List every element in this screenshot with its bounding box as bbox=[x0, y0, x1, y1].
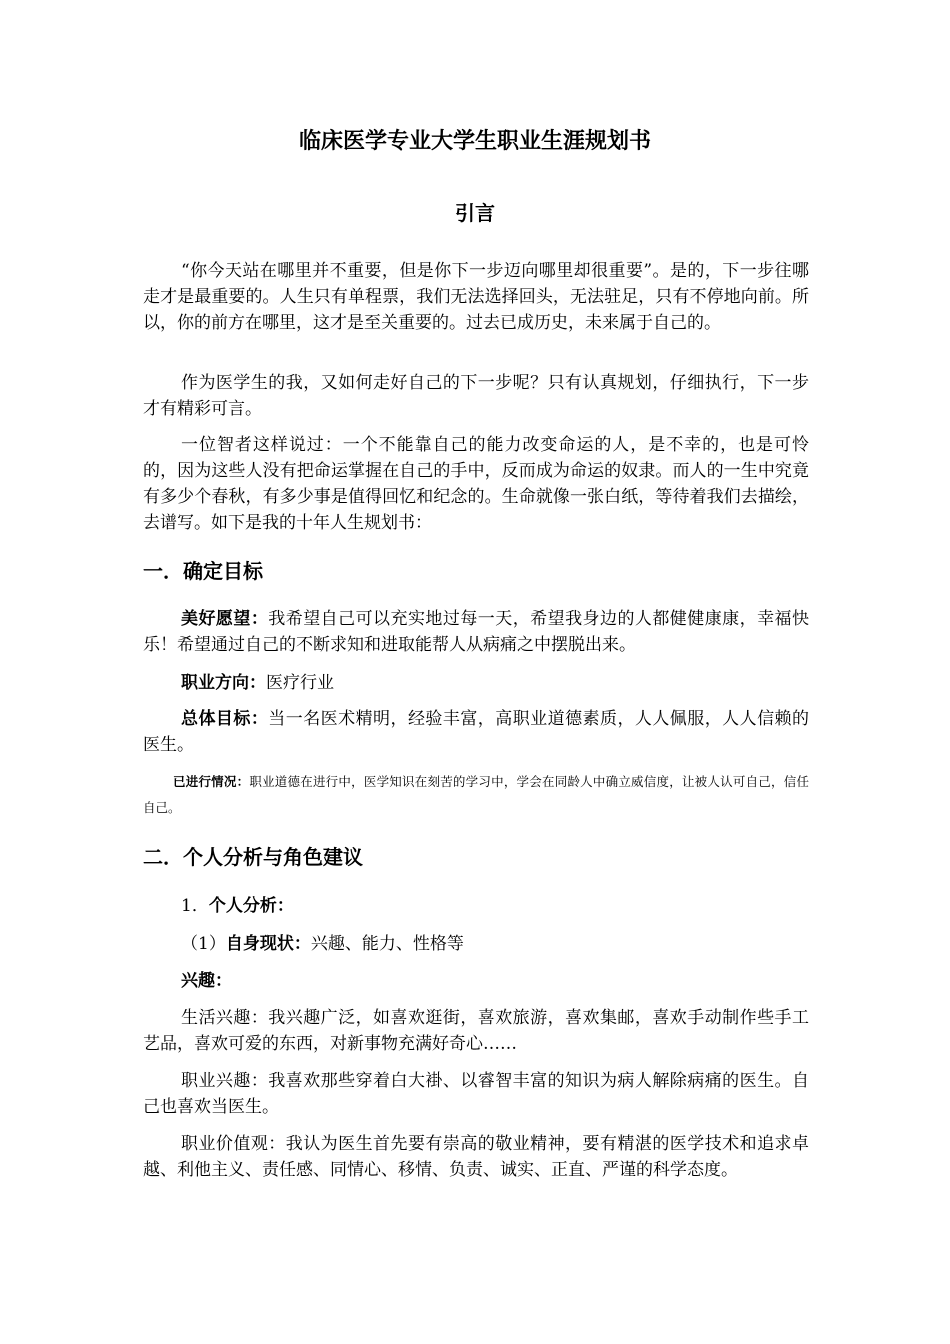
progress-paragraph bbox=[143, 769, 809, 821]
wish-paragraph bbox=[143, 606, 809, 658]
progress-text: 职业道德在进行中，医学知识在刻苦的学习中，学会在同龄人中确立威信度，让被人认可自己，信任自己。 bbox=[143, 774, 809, 815]
current-status-item bbox=[181, 931, 464, 957]
document-title: 临床医学专业大学生职业生涯规划书 bbox=[298, 129, 651, 154]
current-status-text: 兴趣、能力、性格等 bbox=[310, 934, 464, 954]
current-status-label: 自身现状： bbox=[225, 934, 311, 954]
interest-label: 兴趣： bbox=[181, 971, 232, 991]
career-interest-paragraph: 职业兴趣：我喜欢那些穿着白大褂、以睿智丰富的知识为病人解除病痛的医生。自己也喜欢当医生。 bbox=[143, 1071, 809, 1117]
direction-text: 医疗行业 bbox=[266, 673, 334, 693]
goal-text: 当一名医术精明，经验丰富，高职业道德素质，人人佩服，人人信赖的医生。 bbox=[143, 709, 810, 755]
current-status-num: （1） bbox=[181, 934, 226, 954]
direction-paragraph bbox=[143, 670, 809, 696]
direction-label: 职业方向： bbox=[181, 673, 266, 693]
goal-paragraph bbox=[143, 706, 809, 758]
progress-label: 已进行情况： bbox=[173, 774, 250, 789]
personal-analysis-label: 个人分析： bbox=[208, 896, 294, 916]
life-interest-paragraph: 生活兴趣：我兴趣广泛，如喜欢逛街，喜欢旅游，喜欢集邮，喜欢手动制作些手工艺品，喜欢可爱的东西，对新事物充满好奇心…… bbox=[143, 1008, 809, 1054]
section1-heading: 一．确定目标 bbox=[143, 559, 263, 583]
intro-heading: 引言 bbox=[455, 201, 495, 225]
wish-text: 我希望自己可以充实地过每一天，希望我身边的人都健健康康，幸福快乐！希望通过自己的不断求知和进取能帮人从病痛之中摆脱出来。 bbox=[143, 609, 810, 655]
intro-paragraph-1: “你今天站在哪里并不重要，但是你下一步迈向哪里却很重要”。是的，下一步往哪走才是最重要的。人生只有单程票，我们无法选择回头，无法驻足，只有不停地向前。所以，你的前方在哪里，这才是至关重要的。过去已成历史，未来属于自己的。 bbox=[143, 261, 809, 333]
personal-analysis-item bbox=[181, 893, 294, 919]
interest-label-item bbox=[181, 968, 232, 994]
career-values-paragraph: 职业价值观：我认为医生首先要有崇高的敬业精神，要有精湛的医学技术和追求卓越、利他主义、责任感、同情心、移情、负责、诚实、正直、严谨的科学态度。 bbox=[143, 1134, 809, 1180]
intro-paragraph-3: 一位智者这样说过：一个不能靠自己的能力改变命运的人，是不幸的，也是可怜的，因为这些人没有把命运掌握在自己的手中，反而成为命运的奴隶。而人的一生中究竟有多少个春秋，有多少事是值得回忆和纪念的。生命就像一张白纸，等待着我们去描绘，去谱写。如下是我的十年人生规划书： bbox=[143, 435, 809, 533]
intro-paragraph-2: 作为医学生的我，又如何走好自己的下一步呢？只有认真规划，仔细执行，下一步才有精彩可言。 bbox=[143, 373, 809, 419]
wish-label: 美好愿望： bbox=[181, 609, 269, 629]
section2-heading: 二．个人分析与角色建议 bbox=[143, 845, 363, 869]
personal-analysis-num: 1． bbox=[181, 896, 209, 916]
goal-label: 总体目标： bbox=[181, 709, 269, 729]
